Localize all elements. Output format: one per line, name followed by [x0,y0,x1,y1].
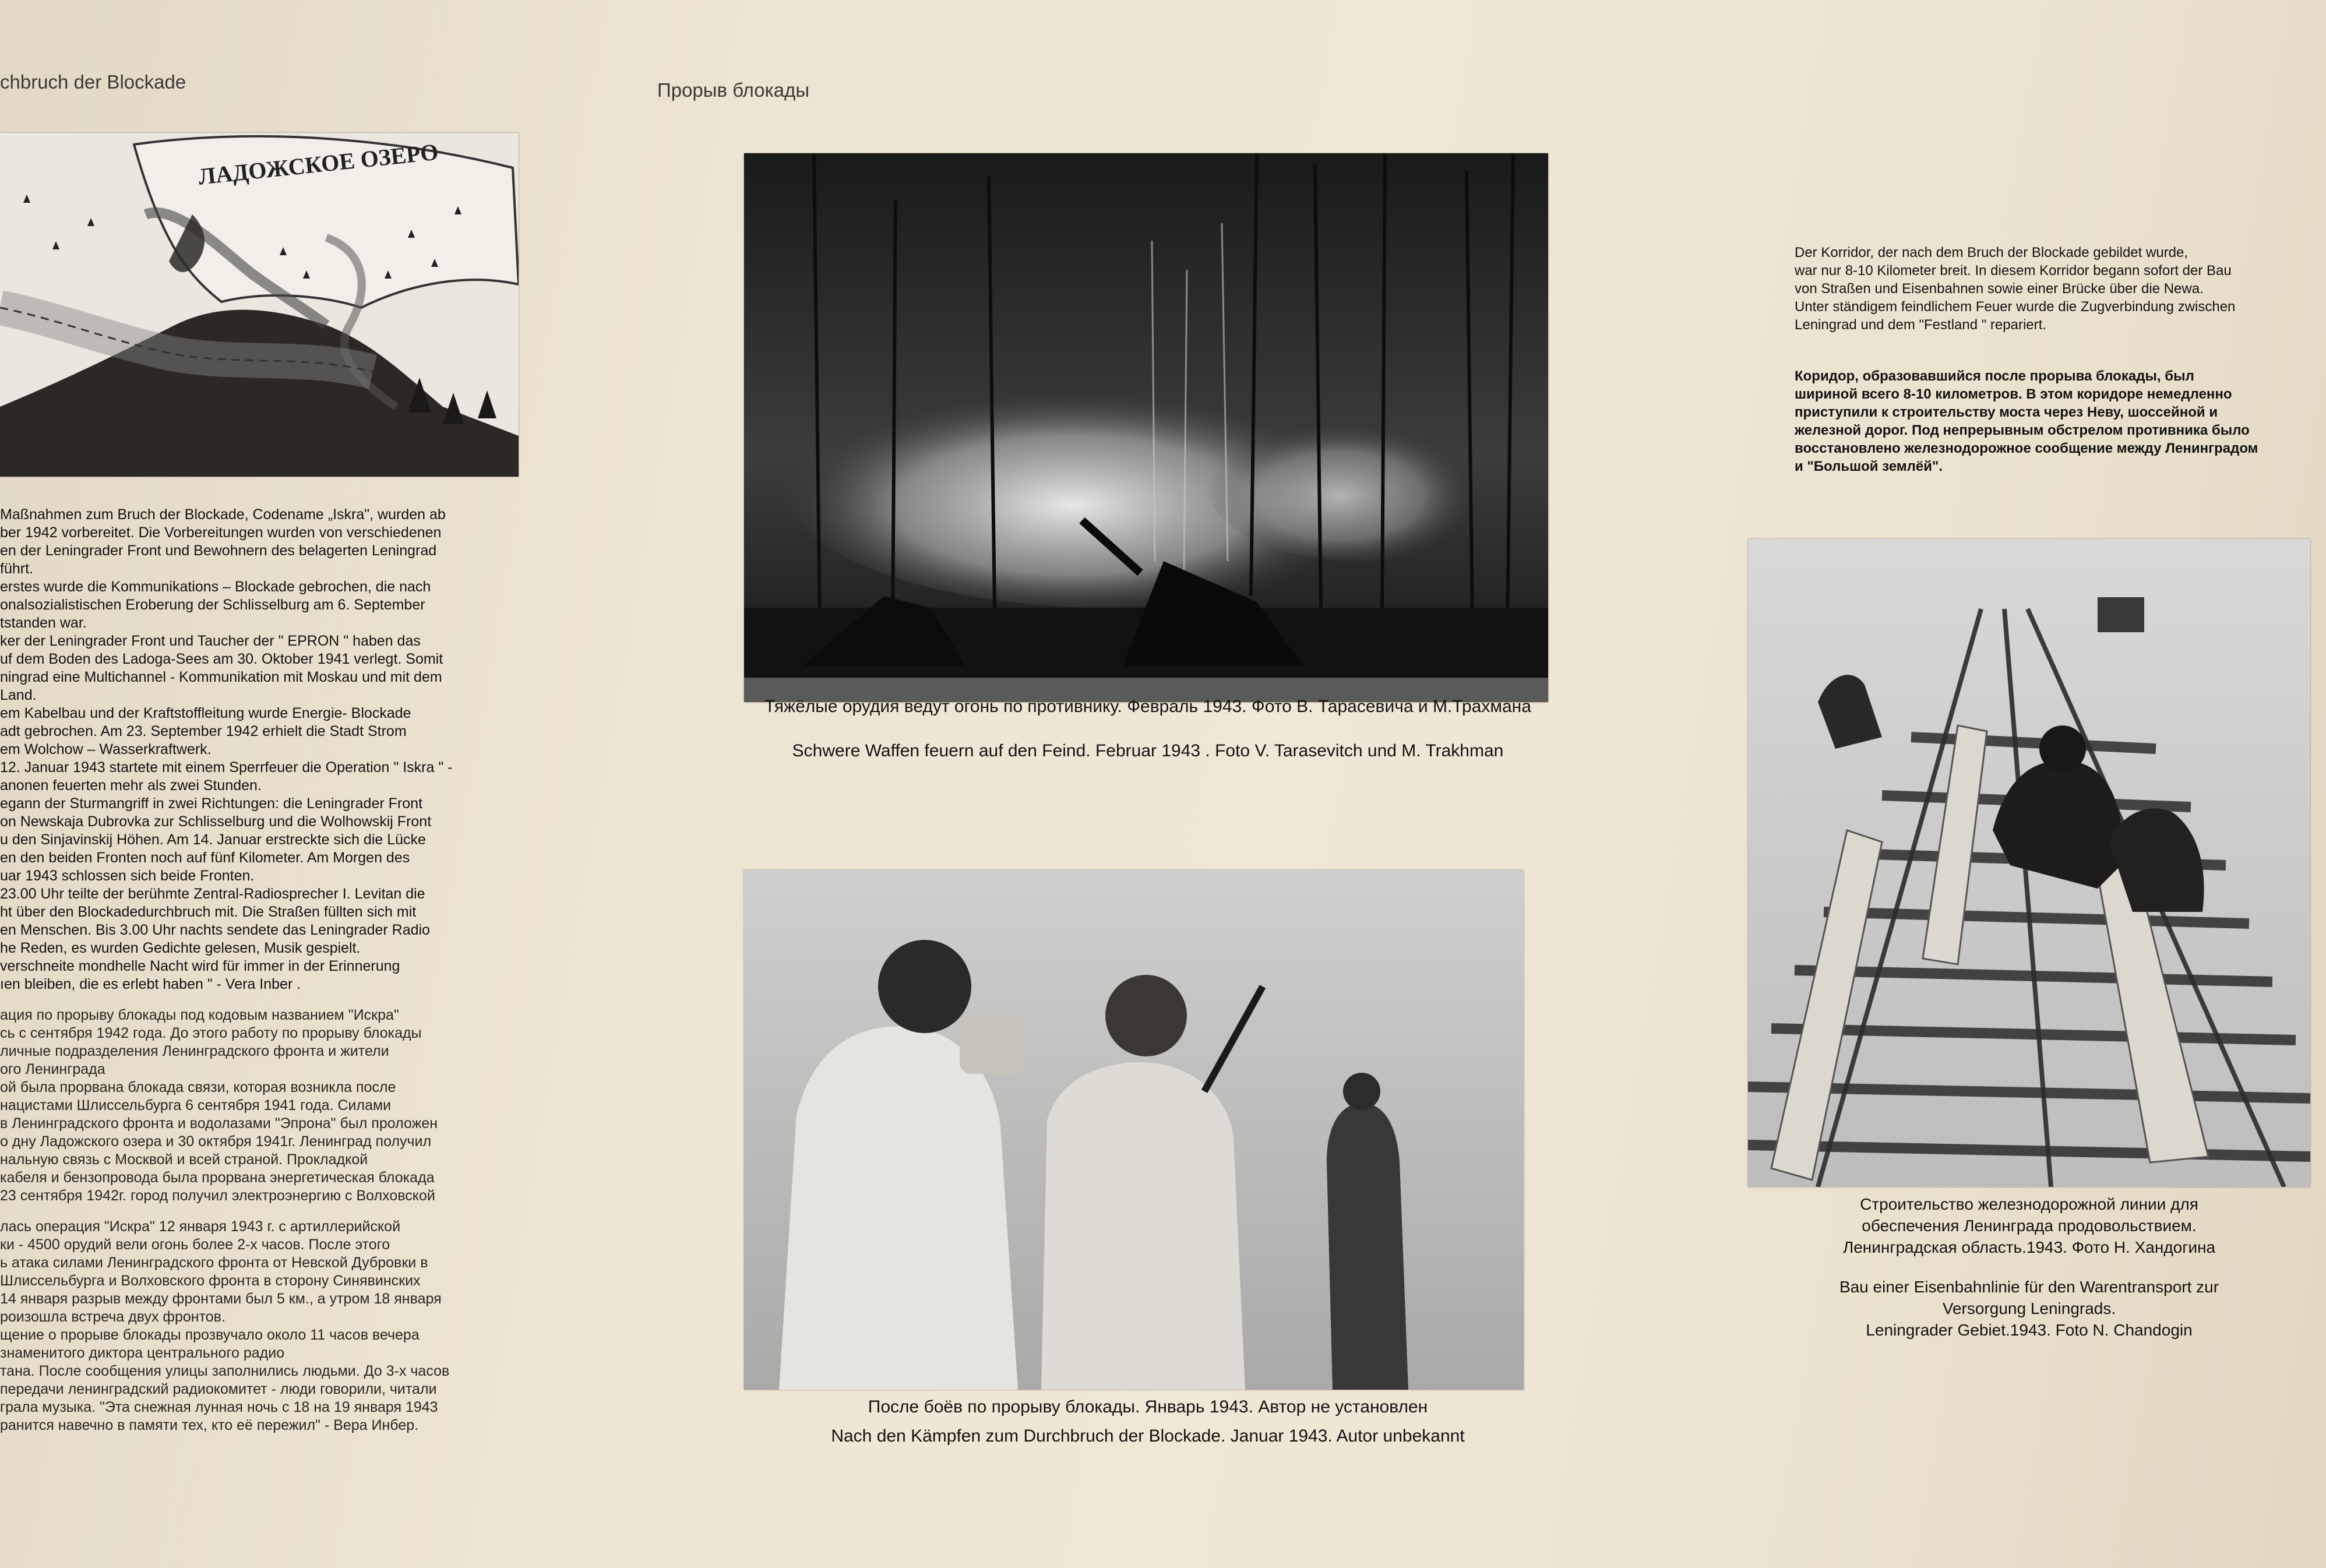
text-line: ker der Leningrader Front und Taucher der " EPRON " haben das [0,633,421,649]
railway-caption-ru-1: Строительство железнодорожной линии для [1860,1195,2198,1213]
text-line: he Reden, es wurden Gedichte gelesen, Musik gespielt. [0,940,361,956]
text-line: en den beiden Fronten noch auf fünf Kilometer. Am Morgen des [0,850,410,866]
text-line: verschneite mondhelle Nacht wird für immer in der Erinnerung [0,958,400,974]
railway-photo [1748,539,2310,1187]
russian-section-title: Прорыв блокады [657,79,810,101]
right-text-russian: Коридор, образовавшийся после прорыва блокады, был шириной всего 8-10 километров. В этом коридоре немедленно приступили к строительству моста через Неву, шоссейной и железной дорог. Под непрерывным обстрелом противника было восстановлено железнодорожное сообщение между Ленинградом и "Большой землёй". [1795,368,2258,474]
text-line: en Menschen. Bis 3.00 Uhr nachts sendete das Leningrader Radio [0,922,430,938]
text-line: ки - 4500 орудий вели огонь более 2-х часов. После этого [0,1236,390,1253]
text-line: передачи ленинградский радиокомитет - люди говорили, читали [0,1381,437,1397]
artillery-caption-ru: Тяжёлые орудия ведут огонь по противнику. Февраль 1943. Фото В. Тарасевича и М.Трахмана [764,697,1531,716]
text-line: ого Ленинграда [0,1061,105,1077]
text-line: щение о прорыве блокады прозвучало около 11 часов вечера [0,1327,420,1343]
text-line: egann der Sturmangriff in zwei Richtungen: die Leningrader Front [0,795,422,812]
text-line: adt gebrochen. Am 23. September 1942 erhielt die Stadt Strom [0,723,407,739]
text-line: 12. Januar 1943 startete mit einem Sperrfeuer die Operation " Iskra " - [0,759,453,776]
text-line: ıen bleiben, die es erlebt haben " - Vera Inber . [0,976,301,992]
text-line: Maßnahmen zum Bruch der Blockade, Codename „Iskra", wurden ab [0,506,446,523]
text-line: сь с сентября 1942 года. До этого работу по прорыву блокады [0,1025,422,1041]
text-line: 23.00 Uhr teilte der berühmte Zentral-Radiosprecher I. Levitan die [0,886,425,902]
artillery-photo [744,153,1548,702]
text-line: личные подразделения Ленинградского фронта и жители [0,1043,389,1059]
text-line: 14 января разрыв между фронтами был 5 км., а утром 18 января [0,1291,442,1307]
text-line: кабеля и бензопровода была прорвана энергетическая блокада [0,1169,435,1186]
ladoga-map-image [0,133,519,477]
text-line: u den Sinjavinskij Höhen. Am 14. Januar erstreckte sich die Lücke [0,831,426,848]
right-text-german: Der Korridor, der nach dem Bruch der Blockade gebildet wurde, war nur 8-10 Kilometer breit. In diesem Korridor begann sofort der Bau von Straßen und Eisenbahnen sowie einer Brücke über die Newa. Unter ständigem feindlichem Feuer wurde die Zugverbindung zwischen Leningrad und dem "Festland " repariert. [1795,245,2236,333]
text-line: ningrad eine Multichannel - Kommunikation mit Moskau und mit dem [0,669,442,685]
railway-caption-de-2: Versorgung Leningrads. [1942,1299,2116,1317]
text-line: нацистами Шлиссельбурга 6 сентября 1941 года. Силами [0,1097,392,1114]
text-line: в Ленинградского фронта и водолазами "Эпрона" был проложен [0,1115,438,1132]
text-line: грала музыка. "Эта снежная лунная ночь с 18 на 19 января 1943 [0,1399,438,1415]
railway-caption-de-1: Bau einer Eisenbahnlinie für den Warentransport zur [1839,1278,2219,1296]
text-line: ь атака силами Ленинградского фронта от Невской Дубровки в [0,1255,428,1271]
left-text-column [0,506,513,1435]
text-line: знаменитого диктора центрального радио [0,1345,285,1361]
text-line: Land. [0,687,37,703]
text-line: ber 1942 vorbereitet. Die Vorbereitungen wurden von verschiedenen [0,524,442,541]
text-line: о дну Ладожского озера и 30 октября 1941г. Ленинград получил [0,1133,432,1150]
text-line: erstes wurde die Kommunikations – Blockade gebrochen, die nach [0,579,431,595]
text-line: on Newskaja Dubrovka zur Schlisselburg und die Wolhowskij Front [0,813,432,830]
text-line [0,1205,513,1218]
railway-caption-ru-2: обеспечения Ленинграда продовольствием. [1862,1217,2197,1235]
text-line: uar 1943 schlossen sich beide Fronten. [0,868,255,884]
text-line: ация по прорыву блокады под кодовым названием "Искра" [0,1007,399,1023]
text-line: роизошла встреча двух фронтов. [0,1309,225,1325]
text-line: 23 сентября 1942г. город получил электроэнергию с Волховской [0,1188,435,1204]
text-line: ой была прорвана блокада связи, которая возникла после [0,1079,396,1095]
text-line: uf dem Boden des Ladoga-Sees am 30. Oktober 1941 verlegt. Somit [0,651,443,667]
text-line: em Kabelbau und der Kraftstoffleitung wurde Energie- Blockade [0,705,411,721]
text-line: нальную связь с Москвой и всей страной. Прокладкой [0,1151,368,1168]
text-line: anonen feuerten mehr als zwei Stunden. [0,777,262,794]
soldiers-caption-de: Nach den Kämpfen zum Durchbruch der Blockade. Januar 1943. Autor unbekannt [831,1426,1465,1446]
text-line: führt. [0,561,33,577]
text-line: onalsozialistischen Eroberung der Schlisselburg am 6. September [0,597,425,613]
railway-caption-ru-3: Ленинградская область.1943. Фото Н. Хандогина [1842,1238,2216,1256]
artillery-caption-de: Schwere Waffen feuern auf den Feind. Februar 1943 . Foto V. Tarasevitch und M. Trakhman [792,741,1504,760]
text-line: лась операция "Искра" 12 января 1943 г. с артиллерийской [0,1218,401,1235]
text-line: ht über den Blockadedurchbruch mit. Die Straßen füllten sich mit [0,904,417,920]
map-lake-label: ЛАДОЖСКОЕ ОЗЕРО [197,138,440,190]
text-line: en der Leningrader Front und Bewohnern des belagerten Leningrad [0,542,437,559]
text-line: тана. После сообщения улицы заполнились людьми. До 3-х часов [0,1363,450,1379]
text-line: tstanden war. [0,615,87,631]
railway-caption-de-3: Leningrader Gebiet.1943. Foto N. Chandogin [1866,1321,2193,1339]
text-line: ранится навечно в памяти тех, кто её пережил" - Вера Инбер. [0,1417,419,1433]
russian-text-block [0,1006,513,1435]
text-line: em Wolchow – Wasserkraftwerk. [0,741,212,757]
text-line: Шлиссельбурга и Волховского фронта в сторону Синявинских [0,1273,421,1289]
soldiers-photo [744,870,1524,1390]
soldiers-caption-ru: После боёв по прорыву блокады. Январь 1943. Автор не установлен [868,1397,1428,1417]
german-section-title: chbruch der Blockade [0,71,186,93]
